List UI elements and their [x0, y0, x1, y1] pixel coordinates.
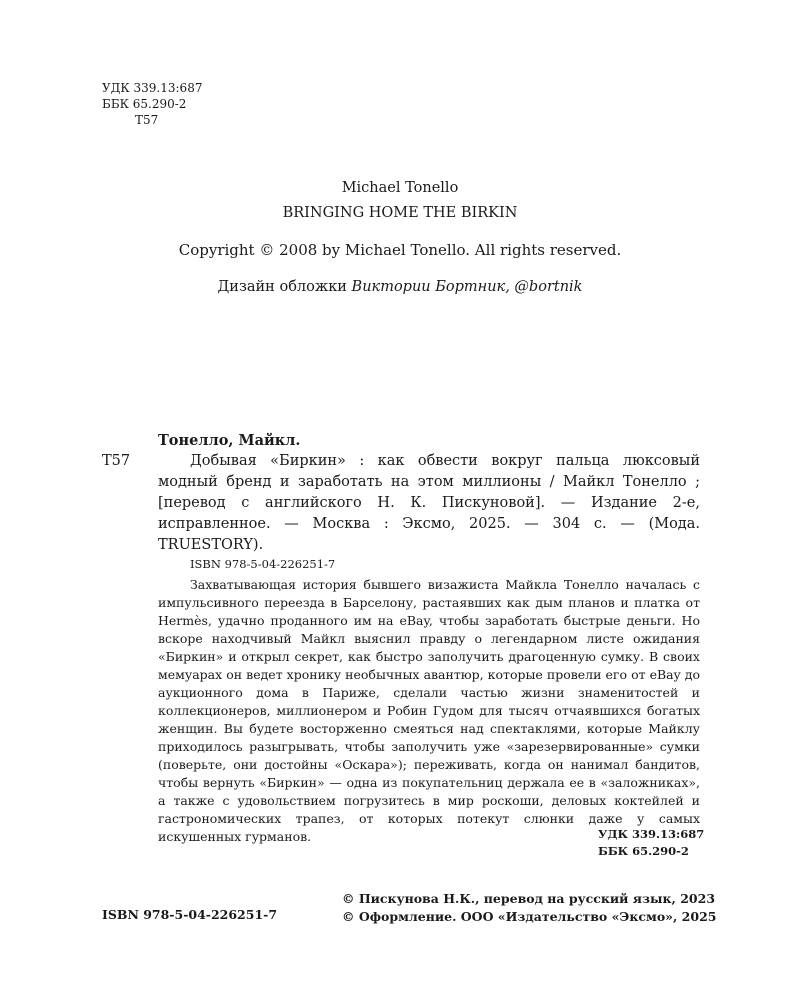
copyright-translation: © Пискунова Н.К., перевод на русский язык, 2023	[342, 891, 716, 906]
bottom-bbk-code: ББК 65.290-2	[598, 844, 689, 858]
bib-isbn: ISBN 978-5-04-226251-7	[190, 557, 336, 571]
bbk-code: ББК 65.290-2	[102, 97, 187, 111]
cover-design-credit	[0, 277, 800, 297]
author-heading: Тонелло, Майкл.	[158, 432, 301, 449]
original-author: Michael Tonello	[341, 180, 459, 196]
footer-isbn: ISBN 978-5-04-226251-7	[102, 907, 278, 922]
original-copyright: Copyright © 2008 by Michael Tonello. All rights reserved.	[178, 241, 622, 259]
footer-copyrights	[342, 890, 716, 926]
cover-designer-names: Виктории Бортник, @bortnik	[351, 279, 583, 295]
bottom-udk-code: УДК 339.13:687	[598, 827, 705, 841]
bib-author-mark: Т57	[102, 453, 131, 469]
annotation	[158, 576, 700, 846]
top-classification	[102, 80, 202, 128]
copyright-design: © Оформление. ООО «Издательство «Эксмо», 2025	[342, 909, 717, 924]
author-mark: Т57	[135, 113, 159, 127]
annotation-text: Захватывающая история бывшего визажиста Майкла Тонелло началась с импульсивного переезда в Барселону, растаявших как дым планов и платка от Hermès, удачно проданного им на eBay, чтобы заработать быстрые деньги. Но вскоре находчивый Майкл выяснил правду о легендарном листе ожидания «Биркин» и открыл секрет, как быстро заполучить драгоценную сумку. В своих мемуарах он ведет хронику необычных авантюр, которые провели его от eBay до аукционного дома в Париже, сделали частью жизни знаменитостей и коллекционеров, миллионером и Робин Гудом для тысяч отчаявшихся богатых женщин. Вы будете восторженно смеяться над спектаклями, которые Майклу приходилось разыгрывать, чтобы заполучить уже «зарезервированные» сумки (поверьте, они достойны «Оскара»); переживать, когда он нанимал бандитов, чтобы вернуть «Биркин» — одна из покупательниц держала ее в «заложниках», а также с удовольствием погрузитесь в мир роскоши, деловых коктейлей и гастрономических трапез, от которых потекут слюнки даже у самых искушенных гурманов.	[158, 577, 700, 844]
cover-design-prefix: Дизайн обложки	[217, 279, 352, 295]
udk-code: УДК 339.13:687	[102, 81, 203, 95]
bottom-classification	[598, 826, 704, 860]
bib-description: Добывая «Биркин» : как обвести вокруг пальца люксовый модный бренд и заработать на этом миллионы / Майкл Тонелло ; [перевод с английского Н. К. Пискуновой]. — Издание 2-е, исправленное. — Москва : Эксмо, 2025. — 304 с. — (Мода. TRUESTORY).	[158, 453, 700, 553]
original-title: BRINGING HOME THE BIRKIN	[282, 205, 518, 221]
